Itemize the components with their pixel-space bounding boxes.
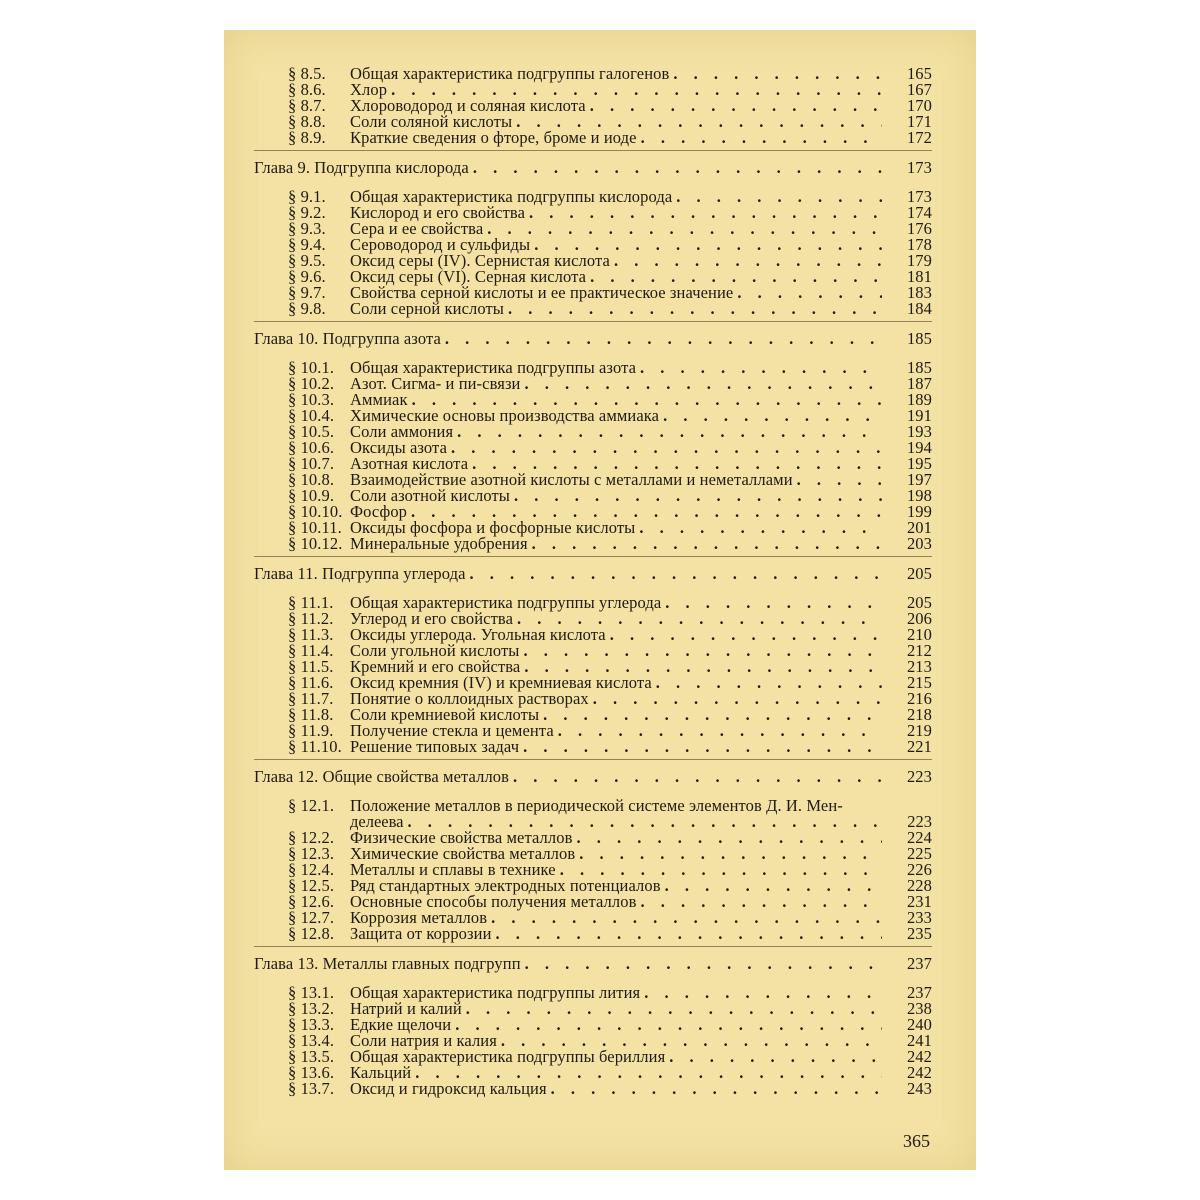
- page-ref: 183: [906, 283, 932, 302]
- page-ref: 165: [906, 64, 932, 83]
- page-ref: 212: [906, 641, 932, 660]
- section-title: Оксид серы (IV). Сернистая кислота: [350, 251, 610, 270]
- leader-dots: [640, 894, 882, 910]
- page-ref: 228: [906, 876, 932, 895]
- leader-dots: [513, 764, 882, 790]
- section-title: Физические свойства металлов: [350, 828, 573, 847]
- page-ref: 223: [906, 767, 932, 786]
- section-number: § 10.1.: [288, 358, 335, 377]
- section-number: § 10.2.: [288, 374, 335, 393]
- page-ref: 243: [906, 1079, 932, 1098]
- page-ref: 206: [906, 609, 932, 628]
- section-number: § 10.11.: [288, 518, 342, 537]
- section-title: Общая характеристика подгруппы лития: [350, 983, 641, 1002]
- chapter-title: Глава 13. Металлы главных подгрупп: [254, 954, 521, 973]
- page-ref: 174: [906, 203, 932, 222]
- section-title: Кальций: [350, 1063, 412, 1082]
- chapter-heading[interactable]: [254, 155, 932, 181]
- page-ref: 241: [906, 1031, 932, 1050]
- toc-entry[interactable]: [254, 798, 932, 814]
- section-title: Получение стекла и цемента: [350, 721, 554, 740]
- page-ref: 189: [906, 390, 932, 409]
- section-number: § 13.7.: [288, 1079, 335, 1098]
- section-number: § 10.7.: [288, 454, 335, 473]
- section-number: § 12.8.: [288, 924, 335, 943]
- section-number: § 10.3.: [288, 390, 335, 409]
- leader-dots: [669, 1049, 882, 1065]
- section-number: § 12.6.: [288, 892, 335, 911]
- section-title: Хлороводород и соляная кислота: [350, 96, 586, 115]
- leader-dots: [593, 691, 882, 707]
- page-ref: 225: [906, 844, 932, 863]
- page-ref: 195: [906, 454, 932, 473]
- page-ref: 224: [906, 828, 932, 847]
- leader-dots: [656, 675, 882, 691]
- leader-dots: [614, 253, 882, 269]
- leader-dots: [529, 205, 882, 221]
- toc-entry[interactable]: [254, 130, 932, 146]
- section-number: § 9.2.: [288, 203, 326, 222]
- section-number: § 10.4.: [288, 406, 335, 425]
- leader-dots: [644, 985, 882, 1001]
- page-ref: 238: [906, 999, 932, 1018]
- page-ref: 199: [906, 502, 932, 521]
- page-ref: 201: [906, 518, 932, 537]
- book-page: [224, 30, 976, 1170]
- section-number: § 12.2.: [288, 828, 335, 847]
- page-ref: 210: [906, 625, 932, 644]
- section-number: § 11.2.: [288, 609, 334, 628]
- chapter-heading[interactable]: [254, 764, 932, 790]
- section-title: Едкие щелочи: [350, 1015, 452, 1034]
- section-title: Соли аммония: [350, 422, 454, 441]
- leader-dots: [676, 189, 882, 205]
- section-number: § 8.6.: [288, 80, 326, 99]
- leader-dots: [590, 98, 882, 114]
- section-title: Химические основы производства аммиака: [350, 406, 660, 425]
- page-ref: 179: [906, 251, 932, 270]
- leader-dots: [610, 627, 882, 643]
- section-number: § 9.7.: [288, 283, 326, 302]
- section-number: § 9.1.: [288, 187, 326, 206]
- leader-dots: [508, 301, 882, 317]
- section-title: Кислород и его свойства: [350, 203, 526, 222]
- section-title: Оксиды углерода. Угольная кислота: [350, 625, 606, 644]
- leader-dots: [514, 488, 882, 504]
- prelude-sections: [254, 66, 932, 146]
- page-ref: 213: [906, 657, 932, 676]
- leader-dots: [665, 595, 882, 611]
- chapter-group: [254, 561, 932, 755]
- section-number: § 12.7.: [288, 908, 335, 927]
- chapter-heading[interactable]: [254, 951, 932, 977]
- section-title: Натрий и калий: [350, 999, 462, 1018]
- page-ref: 185: [906, 329, 932, 348]
- page-ref: 215: [906, 673, 932, 692]
- section-title: Углерод и его свойства: [350, 609, 513, 628]
- section-number: § 12.3.: [288, 844, 335, 863]
- toc-entry[interactable]: [254, 739, 932, 755]
- toc-entry[interactable]: [254, 301, 932, 317]
- section-number: § 8.5.: [288, 64, 326, 83]
- section-number: § 10.5.: [288, 422, 335, 441]
- section-title: Хлор: [350, 80, 388, 99]
- page-ref: 176: [906, 219, 932, 238]
- section-title: Оксид серы (VI). Серная кислота: [350, 267, 587, 286]
- page-ref: 198: [906, 486, 932, 505]
- section-title: Общая характеристика подгруппы азота: [350, 358, 637, 377]
- page-ref: 219: [906, 721, 932, 740]
- chapter-title: Глава 12. Общие свойства металлов: [254, 767, 510, 786]
- section-number: § 13.1.: [288, 983, 335, 1002]
- section-title: Краткие сведения о фторе, броме и иоде: [350, 128, 637, 147]
- section-number: § 10.9.: [288, 486, 335, 505]
- page-ref: 216: [906, 689, 932, 708]
- section-title: Химические свойства металлов: [350, 844, 576, 863]
- section-title: Минеральные удобрения: [350, 534, 528, 553]
- page-ref: 193: [906, 422, 932, 441]
- page-ref: 171: [906, 112, 932, 131]
- section-number: § 8.8.: [288, 112, 326, 131]
- section-number: § 10.10.: [288, 502, 343, 521]
- section-title: Оксид кремния (IV) и кремниевая кислота: [350, 673, 652, 692]
- leader-dots: [640, 360, 882, 376]
- section-number: § 9.5.: [288, 251, 326, 270]
- section-title: Металлы и сплавы в технике: [350, 860, 556, 879]
- section-divider: [254, 759, 932, 760]
- section-number: § 13.4.: [288, 1031, 335, 1050]
- section-number: § 9.6.: [288, 267, 326, 286]
- page-ref: 237: [906, 954, 932, 973]
- leader-dots: [551, 1081, 882, 1097]
- section-number: § 11.1.: [288, 593, 334, 612]
- section-title: Общая характеристика подгруппы бериллия: [350, 1047, 666, 1066]
- page-number: 365: [903, 1131, 930, 1151]
- page-ref: 167: [906, 80, 932, 99]
- section-number: § 13.3.: [288, 1015, 335, 1034]
- section-title: Оксид и гидроксид кальция: [350, 1079, 547, 1098]
- section-title: Общая характеристика подгруппы углерода: [350, 593, 662, 612]
- chapter-heading[interactable]: [254, 561, 932, 587]
- leader-dots: [663, 408, 882, 424]
- section-title: Соли серной кислоты: [350, 299, 504, 318]
- page-ref: 242: [906, 1063, 932, 1082]
- section-number: § 11.7.: [288, 689, 334, 708]
- section-number: § 9.4.: [288, 235, 326, 254]
- page-ref: 187: [906, 374, 932, 393]
- page-ref: 194: [906, 438, 932, 457]
- section-title-continued: делеева: [350, 812, 404, 831]
- page-ref: 197: [906, 470, 932, 489]
- section-title: Аммиак: [350, 390, 408, 409]
- table-of-contents: [254, 66, 932, 1097]
- leader-dots: [451, 440, 882, 456]
- leader-dots: [543, 707, 882, 723]
- leader-dots: [641, 130, 882, 146]
- section-title: Основные способы получения металлов: [350, 892, 637, 911]
- section-number: § 12.5.: [288, 876, 335, 895]
- section-divider: [254, 321, 932, 322]
- chapter-group: [254, 326, 932, 552]
- leader-dots: [525, 951, 882, 977]
- leader-dots: [470, 561, 882, 587]
- section-title: Соли азотной кислоты: [350, 486, 510, 505]
- chapter-heading[interactable]: [254, 326, 932, 352]
- page-ref: 185: [906, 358, 932, 377]
- section-number: § 11.8.: [288, 705, 334, 724]
- page-ref: 172: [906, 128, 932, 147]
- section-number: § 13.5.: [288, 1047, 335, 1066]
- section-title: Понятие о коллоидных растворах: [350, 689, 589, 708]
- section-title: Свойства серной кислоты и ее практическое значение: [350, 283, 734, 302]
- toc-entry[interactable]: [254, 926, 932, 942]
- leader-dots: [473, 155, 882, 181]
- section-number: § 11.5.: [288, 657, 334, 676]
- leader-dots: [797, 472, 882, 488]
- leader-dots: [487, 221, 882, 237]
- chapter-title: Глава 11. Подгруппа углерода: [254, 564, 466, 583]
- section-number: § 8.9.: [288, 128, 326, 147]
- section-title: Соли угольной кислоты: [350, 641, 520, 660]
- section-title: Оксиды азота: [350, 438, 447, 457]
- chapter-title: Глава 10. Подгруппа азота: [254, 329, 441, 348]
- section-number: § 10.12.: [288, 534, 343, 553]
- leader-dots: [525, 376, 883, 392]
- section-title: Решение типовых задач: [350, 737, 520, 756]
- leader-dots: [639, 520, 882, 536]
- chapter-group: [254, 155, 932, 317]
- section-number: § 11.6.: [288, 673, 334, 692]
- chapter-group: [254, 951, 932, 1097]
- section-number: § 10.8.: [288, 470, 335, 489]
- leader-dots: [491, 910, 882, 926]
- section-title: Соли натрия и калия: [350, 1031, 497, 1050]
- section-number: § 9.3.: [288, 219, 326, 238]
- section-number: § 12.1.: [288, 796, 335, 815]
- leader-dots: [466, 1001, 882, 1017]
- section-title: Кремний и его свойства: [350, 657, 521, 676]
- section-title: Сера и ее свойства: [350, 219, 484, 238]
- leader-dots: [496, 926, 882, 942]
- leader-dots: [457, 424, 882, 440]
- section-number: § 11.10.: [288, 737, 342, 756]
- section-title: Фосфор: [350, 502, 408, 521]
- page-ref: 218: [906, 705, 932, 724]
- page-ref: 170: [906, 96, 932, 115]
- section-divider: [254, 150, 932, 151]
- section-number: § 9.8.: [288, 299, 326, 318]
- leader-dots: [455, 1017, 882, 1033]
- leader-dots: [523, 739, 882, 755]
- leader-dots: [737, 285, 882, 301]
- section-title: Азот. Сигма- и пи-связи: [350, 374, 521, 393]
- leader-dots: [524, 643, 883, 659]
- leader-dots: [665, 878, 882, 894]
- section-number: § 12.4.: [288, 860, 335, 879]
- section-title: Положение металлов в периодической системе элементов Д. И. Мен-: [350, 796, 843, 815]
- page-ref: 205: [906, 564, 932, 583]
- page-ref: 221: [906, 737, 932, 756]
- section-number: § 11.4.: [288, 641, 334, 660]
- page-ref: 184: [906, 299, 932, 318]
- section-number: § 11.3.: [288, 625, 334, 644]
- leader-dots: [445, 326, 882, 352]
- page-ref: 231: [906, 892, 932, 911]
- section-title: Соли кремниевой кислоты: [350, 705, 540, 724]
- section-number: § 13.2.: [288, 999, 335, 1018]
- section-number: § 8.7.: [288, 96, 326, 115]
- leader-dots: [673, 66, 882, 82]
- page-ref: 235: [906, 924, 932, 943]
- section-title: Сероводород и сульфиды: [350, 235, 531, 254]
- section-title: Общая характеристика подгруппы галогенов: [350, 64, 670, 83]
- page-ref: 191: [906, 406, 932, 425]
- section-divider: [254, 946, 932, 947]
- page-ref: 173: [906, 158, 932, 177]
- page-ref: 181: [906, 267, 932, 286]
- toc-entry[interactable]: [254, 1081, 932, 1097]
- section-title: Оксиды фосфора и фосфорные кислоты: [350, 518, 636, 537]
- section-title: Ряд стандартных электродных потенциалов: [350, 876, 661, 895]
- section-title: Защита от коррозии: [350, 924, 492, 943]
- section-number: § 10.6.: [288, 438, 335, 457]
- section-title: Соли соляной кислоты: [350, 112, 513, 131]
- chapter-group: [254, 764, 932, 942]
- section-divider: [254, 556, 932, 557]
- page-ref: 173: [906, 187, 932, 206]
- leader-dots: [532, 536, 882, 552]
- page-ref: 205: [906, 593, 932, 612]
- leader-dots: [576, 830, 882, 846]
- page-ref: 237: [906, 983, 932, 1002]
- chapter-title: Глава 9. Подгруппа кислорода: [254, 158, 469, 177]
- page-ref: 178: [906, 235, 932, 254]
- section-title: Коррозия металлов: [350, 908, 488, 927]
- leader-dots: [579, 846, 882, 862]
- page-ref: 203: [906, 534, 932, 553]
- section-title: Азотная кислота: [350, 454, 469, 473]
- section-number: § 11.9.: [288, 721, 334, 740]
- page-ref: 226: [906, 860, 932, 879]
- page-ref: 233: [906, 908, 932, 927]
- section-number: § 13.6.: [288, 1063, 335, 1082]
- page-ref: 242: [906, 1047, 932, 1066]
- page-ref: 223: [907, 812, 932, 831]
- leader-dots: [558, 723, 882, 739]
- section-title: Взаимодействие азотной кислоты с металлами и неметаллами: [350, 470, 793, 489]
- toc-entry[interactable]: [254, 536, 932, 552]
- section-title: Общая характеристика подгруппы кислорода: [350, 187, 673, 206]
- page-ref: 240: [906, 1015, 932, 1034]
